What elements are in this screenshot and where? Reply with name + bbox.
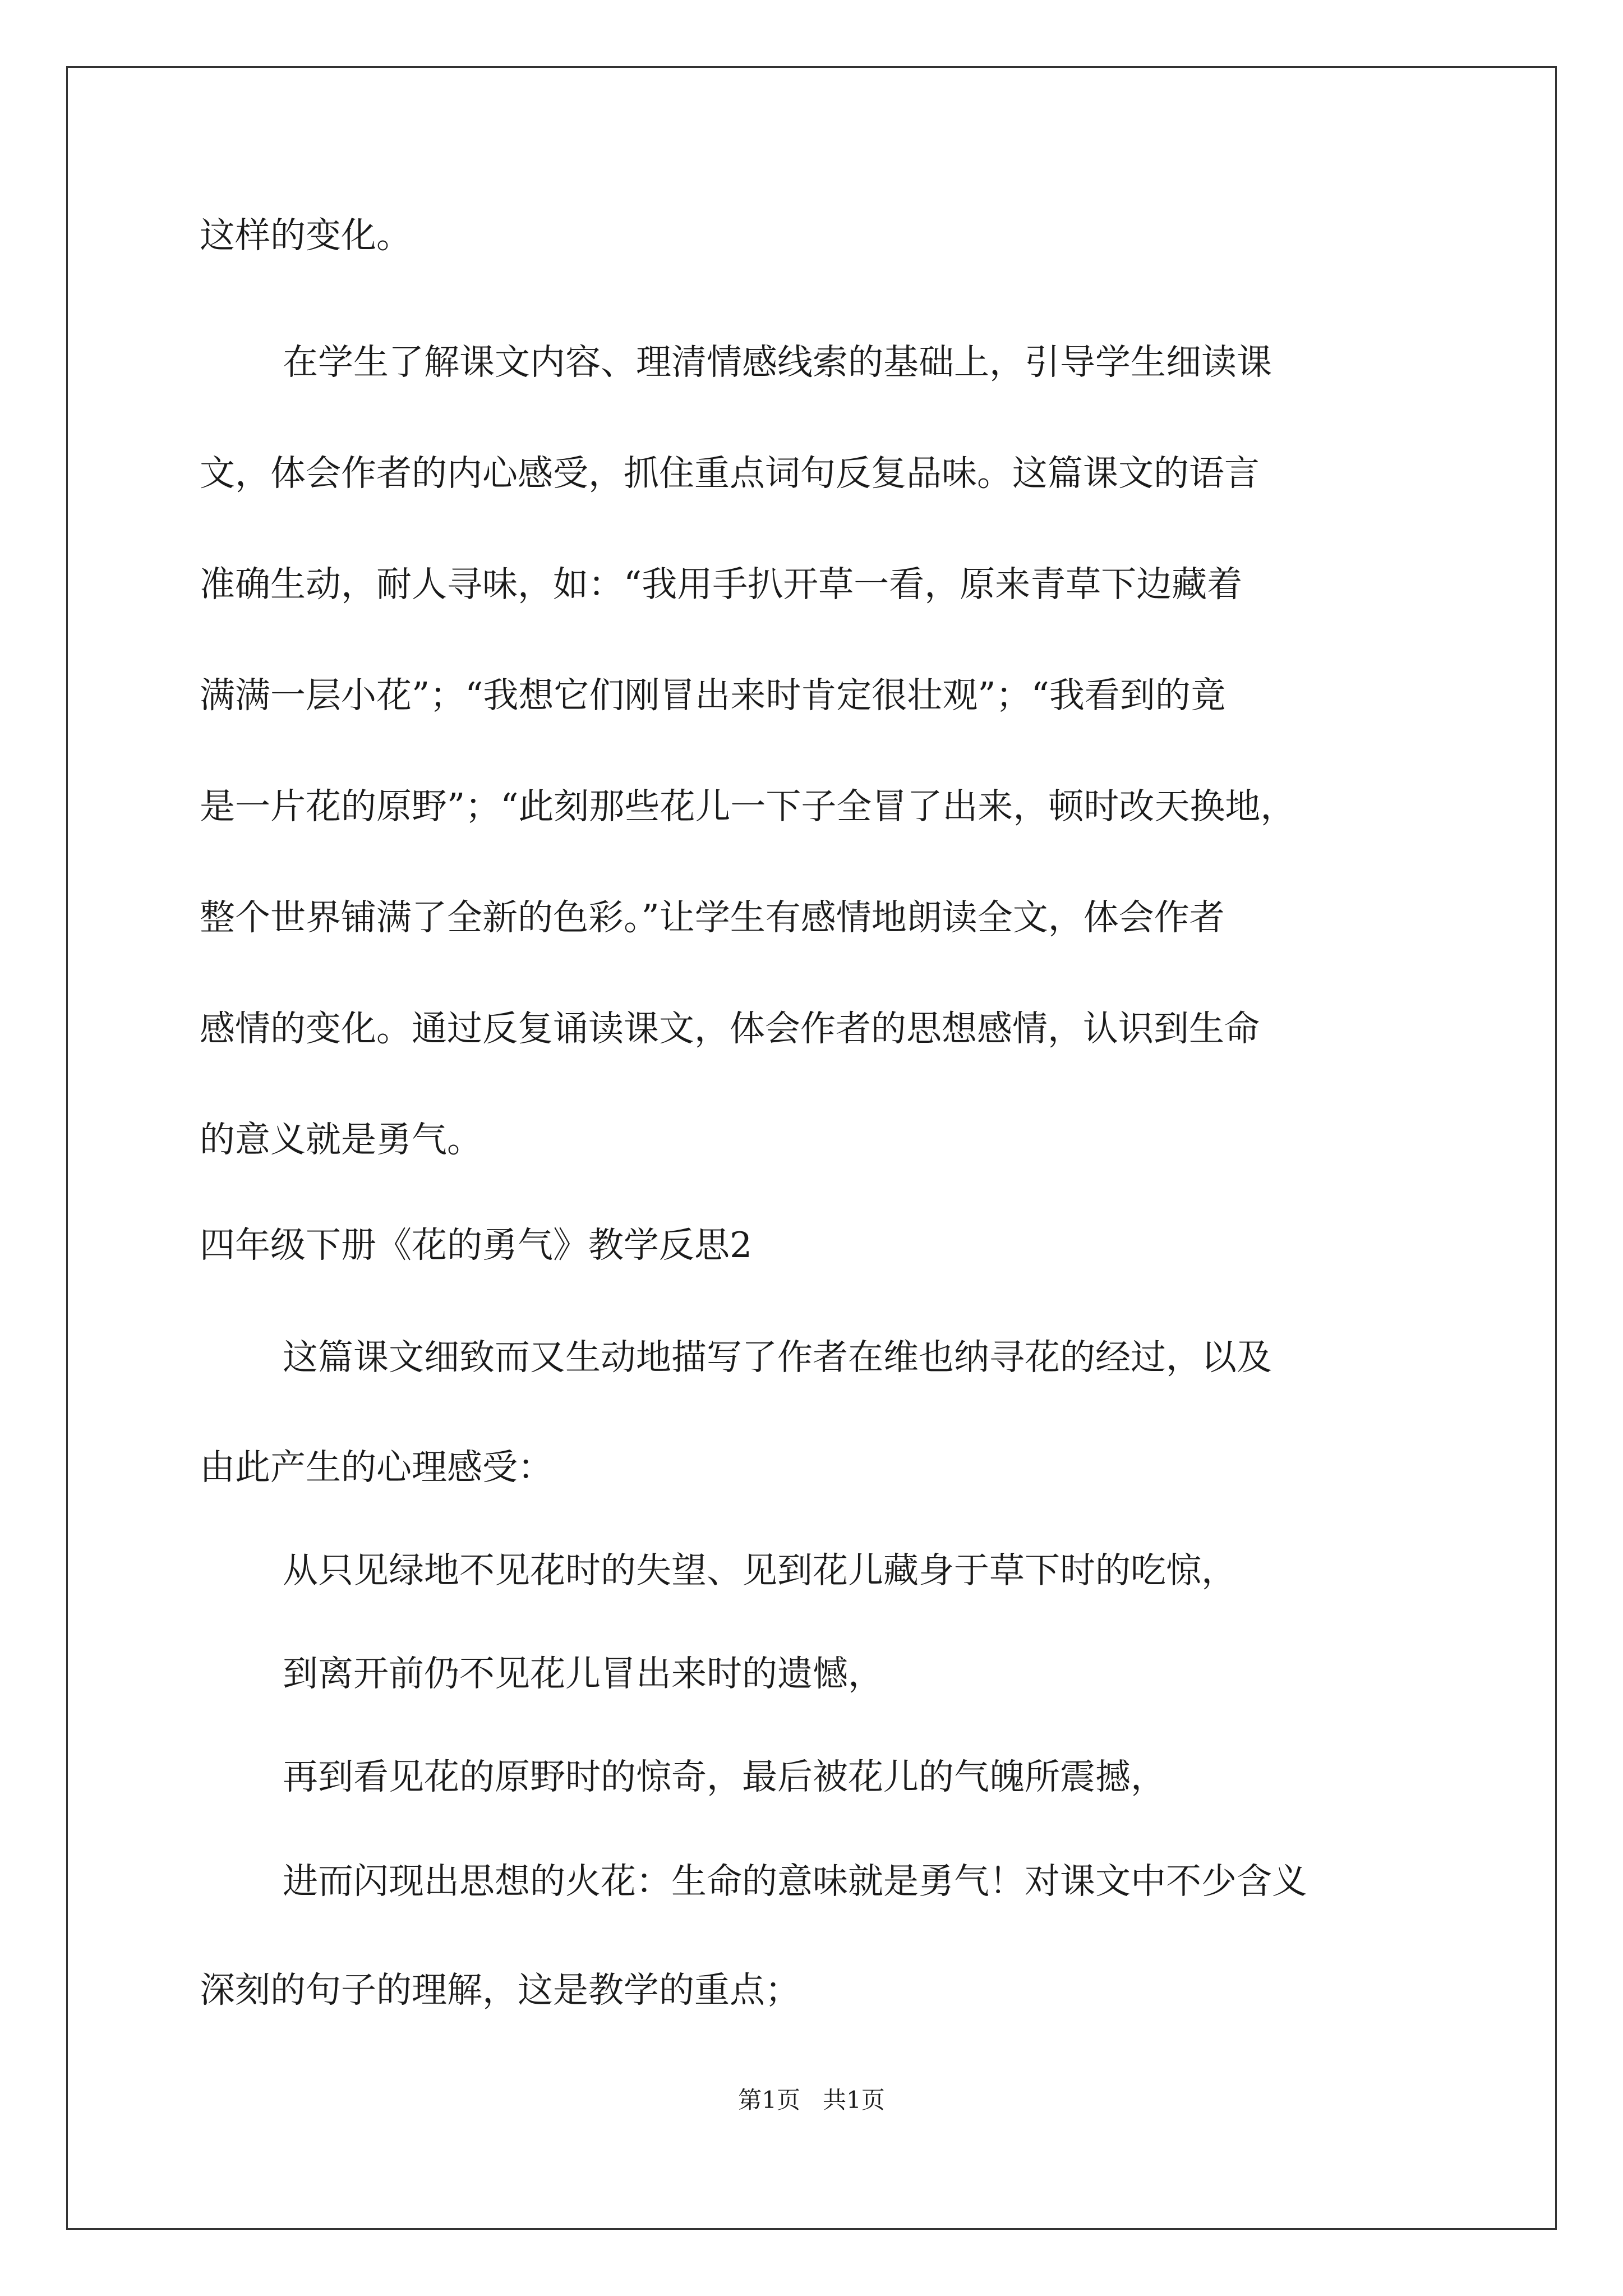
- paragraph-line: 的意义就是勇气。: [200, 1119, 482, 1160]
- page-number-footer: 第1页 共1页: [738, 2086, 885, 2114]
- paragraph-line: 满满一层小花”；“我想它们刚冒出来时肯定很壮观”；“我看到的竟: [200, 675, 1226, 716]
- paragraph-line: 准确生动，耐人寻味，如：“我用手扒开草一看，原来青草下边藏着: [200, 564, 1243, 605]
- paragraph-line: 整个世界铺满了全新的色彩。”让学生有感情地朗读全文，体会作者: [200, 897, 1225, 938]
- paragraph-line: 这样的变化。: [200, 215, 412, 256]
- paragraph-line: 在学生了解课文内容、理清情感线索的基础上，引导学生细读课: [283, 342, 1272, 383]
- paragraph-line: 进而闪现出思想的火花：生命的意味就是勇气！对课文中不少含义: [283, 1861, 1307, 1902]
- section-heading: 四年级下册《花的勇气》教学反思2: [200, 1225, 753, 1266]
- paragraph-line: 再到看见花的原野时的惊奇，最后被花儿的气魄所震撼，: [283, 1756, 1166, 1797]
- paragraph-line: 从只见绿地不见花时的失望、见到花儿藏身于草下时的吃惊，: [283, 1550, 1237, 1591]
- paragraph-line: 这篇课文细致而又生动地描写了作者在维也纳寻花的经过，以及: [283, 1337, 1272, 1378]
- paragraph-line: 到离开前仍不见花儿冒出来时的遗憾，: [283, 1653, 883, 1694]
- paragraph-line: 由此产生的心理感受：: [200, 1447, 553, 1488]
- paragraph-line: 文，体会作者的内心感受，抓住重点词句反复品味。这篇课文的语言: [200, 453, 1260, 494]
- paragraph-line: 感情的变化。通过反复诵读课文，体会作者的思想感情，认识到生命: [200, 1008, 1260, 1049]
- paragraph-line: 深刻的句子的理解，这是教学的重点；: [200, 1970, 800, 2010]
- paragraph-line: 是一片花的原野”；“此刻那些花儿一下子全冒了出来，顿时改天换地，: [200, 786, 1296, 827]
